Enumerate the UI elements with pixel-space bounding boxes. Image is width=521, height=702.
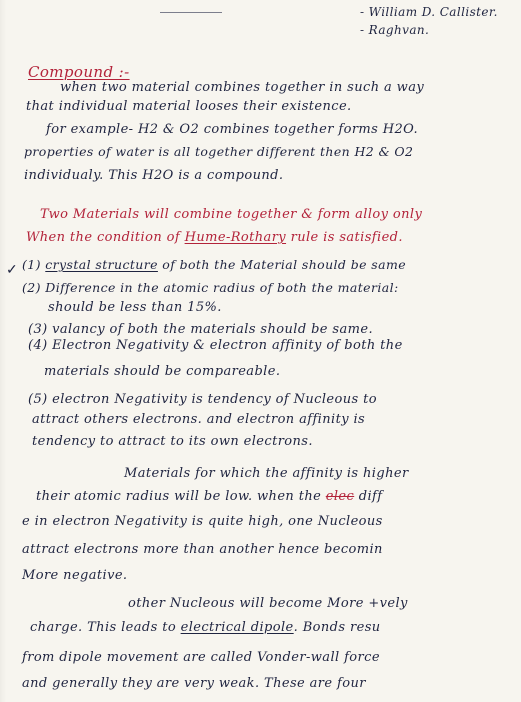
compound-heading: Compound :- xyxy=(28,63,130,81)
compound-line-5: individualy. This H2O is a compound. xyxy=(24,168,284,183)
paragraph-1-line-4: attract electrons more than another hence becomin xyxy=(22,542,383,557)
paragraph-1-line-3: e in electron Negativity is quite high, one Nucleous xyxy=(22,514,383,529)
condition-5-line-1: (5) electron Negativity is tendency of Nucleous to xyxy=(28,392,377,407)
paragraph-2-line-2b: . Bonds resu xyxy=(293,620,381,635)
scribbled-header-mark xyxy=(160,6,222,13)
reference-callister: - William D. Callister. xyxy=(360,5,498,19)
struck-word: elec xyxy=(325,489,355,504)
paragraph-2-line-1: other Nucleous will become More +vely xyxy=(128,596,408,611)
paragraph-2-line-3: from dipole movement are called Vonder-wall force xyxy=(22,650,380,665)
condition-1-number: (1) xyxy=(22,257,46,272)
check-mark-icon: ✓ xyxy=(6,262,18,278)
electrical-dipole-term: electrical dipole xyxy=(180,620,294,635)
compound-line-2: that individual material looses their existence. xyxy=(26,99,352,114)
condition-5-line-2: attract others electrons. and electron affinity is xyxy=(32,412,366,427)
paragraph-1-line-2a: their atomic radius will be low. when the xyxy=(36,489,326,504)
hume-rothary-term: Hume-Rothary xyxy=(184,230,287,245)
reference-raghvan: - Raghvan. xyxy=(360,23,430,37)
alloy-line-2 xyxy=(26,230,403,246)
compound-line-4: properties of water is all together different then H2 & O2 xyxy=(24,144,414,159)
condition-4-line-1: (4) Electron Negativity & electron affinity of both the xyxy=(28,338,403,353)
condition-2-line-2: should be less than 15%. xyxy=(48,300,222,315)
paragraph-2-line-2a: charge. This leads to xyxy=(30,620,181,635)
condition-5-line-3: tendency to attract to its own electrons. xyxy=(32,434,313,449)
paragraph-1-line-1: Materials for which the affinity is higher xyxy=(124,466,409,481)
condition-3: (3) valancy of both the materials should be same. xyxy=(28,322,374,337)
alloy-line-1: Two Materials will combine together & form alloy only xyxy=(40,207,423,222)
paragraph-1-line-5: More negative. xyxy=(22,568,128,583)
condition-4-line-2: materials should be compareable. xyxy=(44,364,281,379)
crystal-structure-term: crystal structure xyxy=(45,257,158,272)
condition-1 xyxy=(22,257,406,273)
condition-2-line-1: (2) Difference in the atomic radius of both the material: xyxy=(22,280,399,295)
paragraph-1-line-2 xyxy=(36,489,382,505)
condition-1-rest: of both the Material should be same xyxy=(157,257,406,272)
alloy-line-2-post: rule is satisfied. xyxy=(286,230,403,245)
compound-line-1: when two material combines together in such a way xyxy=(60,80,425,95)
alloy-line-2-pre: When the condition of xyxy=(26,230,185,245)
paragraph-1-line-2b: diff xyxy=(354,489,383,504)
paragraph-2-line-2 xyxy=(30,620,381,636)
paragraph-2-line-4: and generally they are very weak. These are four xyxy=(22,676,366,691)
compound-line-3: for example- H2 & O2 combines together forms H2O. xyxy=(46,122,418,137)
